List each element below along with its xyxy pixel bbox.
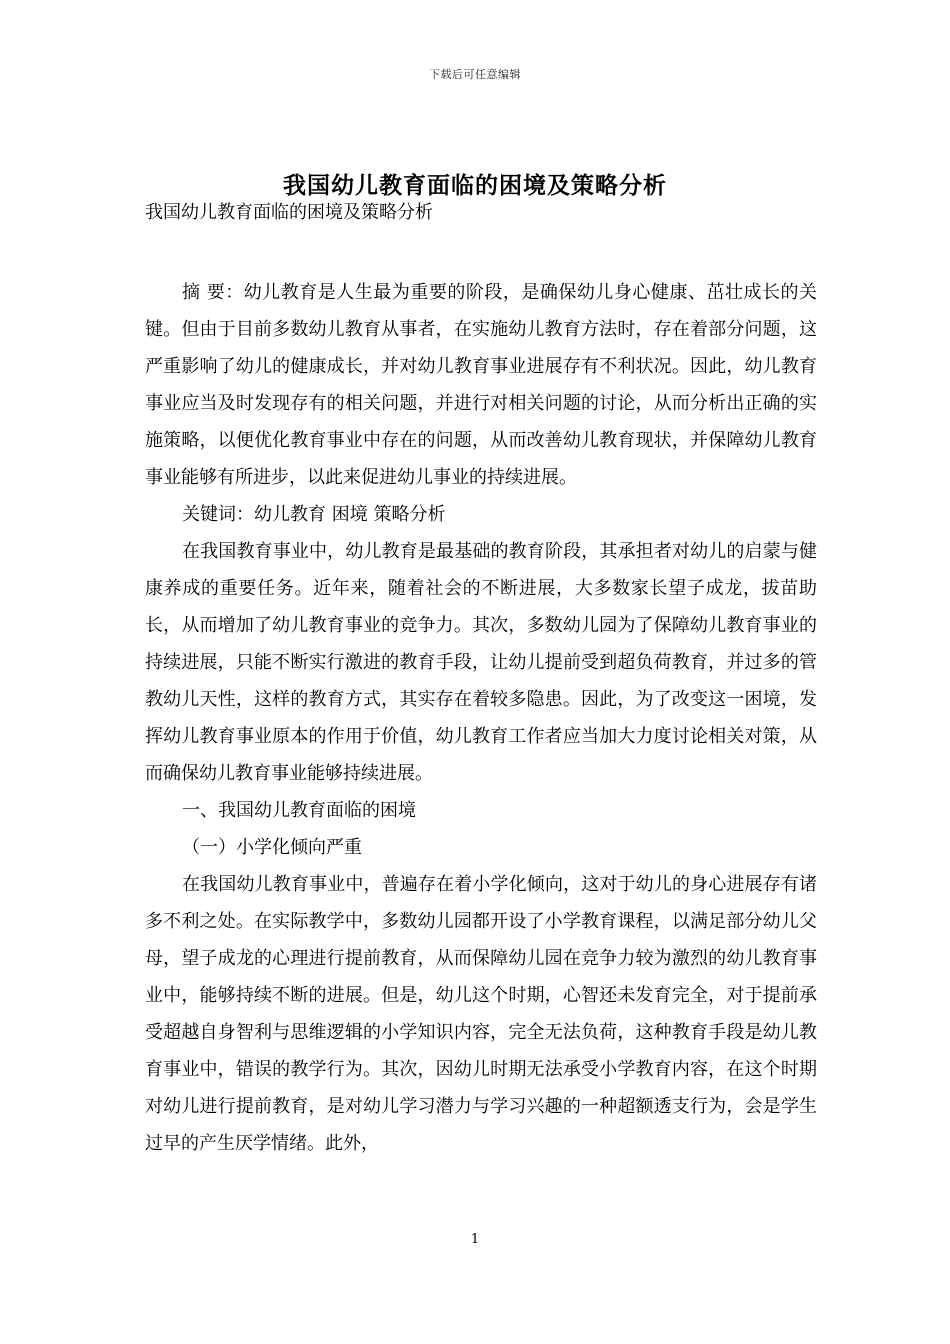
- keywords-paragraph: 关键词：幼儿教育 困境 策略分析: [182, 504, 446, 525]
- document-title: 我国幼儿教育面临的困境及策略分析: [283, 172, 667, 200]
- document-subtitle: 我国幼儿教育面临的困境及策略分析: [145, 202, 433, 223]
- section-heading: 一、我国幼儿教育面临的困境: [182, 800, 416, 821]
- document-body: [145, 198, 817, 1162]
- intro-paragraph: 在我国教育事业中，幼儿教育是最基础的教育阶段，其承担者对幼儿的启蒙与健康养成的重要任务。近年来，随着社会的不断进展，大多数家长望子成龙，拔苗助长，从而增加了幼儿教育事业的竞争力。其次，多数幼儿园为了保障幼儿教育事业的持续进展，只能不断实行激进的教育手段，让幼儿提前受到超负荷教育，并过多的管教幼儿天性，这样的教育方式，其实存在着较多隐患。因此，为了改变这一困境，发挥幼儿教育事业原本的作用于价值，幼儿教育工作者应当加大力度讨论相关对策，从而确保幼儿教育事业能够持续进展。: [145, 541, 817, 784]
- page-number: 1: [470, 1232, 480, 1247]
- subsection-heading: （一）小学化倾向严重: [182, 837, 362, 858]
- abstract-paragraph: 摘 要：幼儿教育是人生最为重要的阶段，是确保幼儿身心健康、茁壮成长的关键。但由于目前多数幼儿教育从事者，在实施幼儿教育方法时，存在着部分问题，这严重影响了幼儿的健康成长，并对幼儿教育事业进展存有不利状况。因此，幼儿教育事业应当及时发现存有的相关问题，并进行对相关问题的讨论，从而分析出正确的实施策略，以便优化教育事业中存在的问题，从而改善幼儿教育现状，并保障幼儿教育事业能够有所进步，以此来促进幼儿事业的持续进展。: [145, 282, 817, 488]
- body-paragraph: 在我国幼儿教育事业中，普遍存在着小学化倾向，这对于幼儿的身心进展存有诸多不利之处。在实际教学中，多数幼儿园都开设了小学教育课程，以满足部分幼儿父母，望子成龙的心理进行提前教育，从而保障幼儿园在竞争力较为激烈的幼儿教育事业中，能够持续不断的进展。但是，幼儿这个时期，心智还未发育完全，对于提前承受超越自身智利与思维逻辑的小学知识内容，完全无法负荷，这种教育手段是幼儿教育事业中，错误的教学行为。其次，因幼儿时期无法承受小学教育内容，在这个时期对幼儿进行提前教育，是对幼儿学习潜力与学习兴趣的一种超额透支行为，会是学生过早的产生厌学情绪。此外，: [145, 874, 817, 1154]
- header-note: 下载后可任意编辑: [429, 68, 521, 81]
